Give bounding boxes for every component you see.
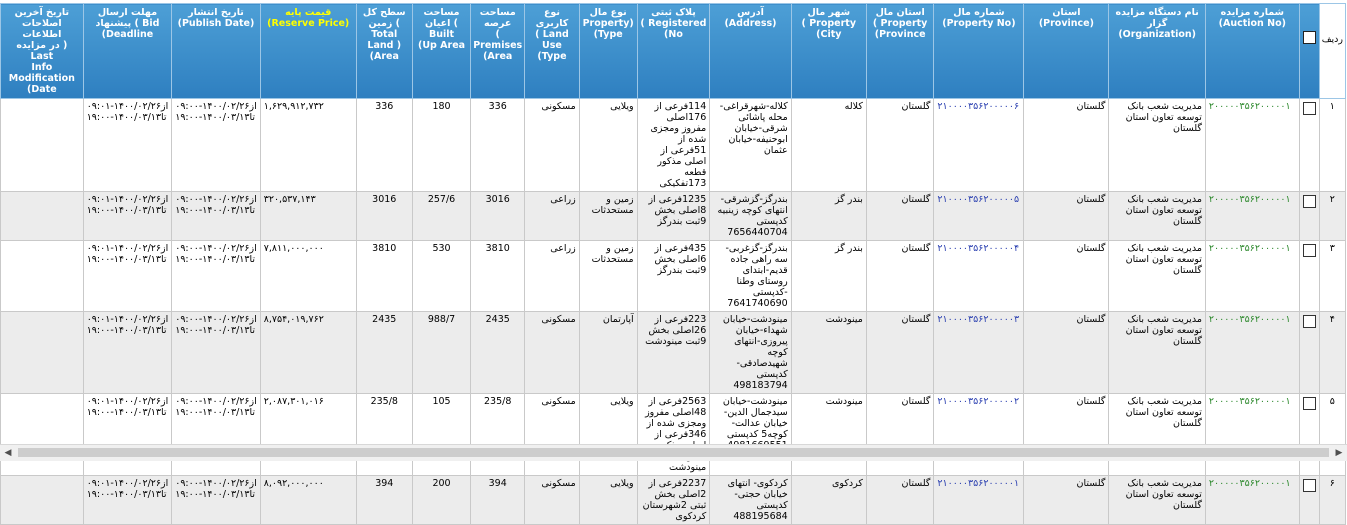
property-province-cell: گلستان — [866, 394, 934, 476]
built-up-area-cell: 105 — [412, 394, 470, 476]
row-select-checkbox[interactable] — [1303, 397, 1316, 410]
address-cell: کردکوی- انتهای خیابان حجتی-کدپستی 488195684 — [710, 476, 791, 525]
header-label-line: در مزایده ) — [16, 40, 68, 51]
row-select-checkbox[interactable] — [1303, 195, 1316, 208]
header-label-line: (Date — [27, 84, 57, 95]
premises-area-cell: 336 — [471, 99, 525, 192]
property-province-cell: گلستان — [866, 312, 934, 394]
property-type-cell: ویلایی — [579, 99, 637, 192]
row-select-checkbox[interactable] — [1303, 315, 1316, 328]
header-bid-deadline[interactable] — [83, 4, 172, 99]
row-checkbox[interactable] — [1299, 312, 1319, 394]
scroll-right-arrow-icon[interactable]: ▶ — [1335, 448, 1343, 458]
premises-area-cell: 3810 — [471, 241, 525, 312]
organization-cell: مدیریت شعب بانک توسعه تعاون استان گلستان — [1109, 192, 1205, 241]
header-label-line: ( Registered — [640, 18, 707, 29]
bid-deadline-cell: از۱۴۰۰/۰۲/۲۶-۰۹:۰۱ تا۱۴۰۰/۰۳/۱۳-۱۹:۰۰ — [83, 241, 172, 312]
last-modification-cell — [1, 312, 84, 394]
property-province-cell: گلستان — [866, 99, 934, 192]
table-row[interactable] — [1, 394, 1346, 476]
header-auction-no[interactable] — [1205, 4, 1299, 99]
property-type-cell: زمین و مستحدثات — [579, 192, 637, 241]
header-label-line: (Publish Date) — [177, 18, 255, 29]
header-label-line: نوع مال — [589, 7, 627, 18]
row-number: ۴ — [1319, 312, 1345, 394]
province-cell: گلستان — [1024, 192, 1109, 241]
table-row[interactable] — [1, 192, 1346, 241]
property-type-cell: ویلایی — [579, 476, 637, 525]
auction-no-link[interactable]: ۲۰۰۰۰۰۳۵۶۲۰۰۰۰۰۱ — [1205, 476, 1299, 525]
table-row[interactable] — [1, 99, 1346, 192]
header-label-line: اصلاحات اطلاعات — [22, 18, 62, 40]
auction-no-link[interactable]: ۲۰۰۰۰۰۳۵۶۲۰۰۰۰۰۱ — [1205, 192, 1299, 241]
row-select-checkbox[interactable] — [1303, 244, 1316, 257]
row-number: ۳ — [1319, 241, 1345, 312]
registered-no-cell: 435فرعی از 6اصلی بخش 9ثبت بندرگز — [637, 241, 710, 312]
organization-cell: مدیریت شعب بانک توسعه تعاون استان گلستان — [1109, 476, 1205, 525]
province-cell: گلستان — [1024, 476, 1109, 525]
property-no-link[interactable]: ۲۱۰۰۰۰۳۵۶۲۰۰۰۰۰۵ — [934, 192, 1024, 241]
header-select-all[interactable] — [1299, 4, 1319, 99]
bid-deadline-cell: از۱۴۰۰/۰۲/۲۶-۰۹:۰۱ تا۱۴۰۰/۰۳/۱۳-۱۹:۰۰ — [83, 192, 172, 241]
address-cell: بندرگز-گزغربی-سه راهی جاده قدیم-ابتدای روستای وطنا -کدپستی 7641740690 — [710, 241, 791, 312]
built-up-area-cell: 988/7 — [412, 312, 470, 394]
registered-no-cell: 2237فرعی از 2اصلی بخش ثبتی 2شهرستان کردکوی — [637, 476, 710, 525]
header-label-line: استان — [1052, 7, 1081, 18]
header-label-line: ( Land Use — [535, 29, 569, 51]
row-select-checkbox[interactable] — [1303, 102, 1316, 115]
header-label-line: شماره مال — [953, 7, 1005, 18]
table-row[interactable] — [1, 312, 1346, 394]
header-label-line: Last — [30, 51, 54, 62]
header-address[interactable] — [710, 4, 791, 99]
header-label-line: ( Property — [801, 18, 857, 29]
auction-no-link[interactable]: ۲۰۰۰۰۰۳۵۶۲۰۰۰۰۰۱ — [1205, 241, 1299, 312]
header-label-line: پیشنهاد ( Bid — [95, 18, 160, 29]
built-up-area-cell: 180 — [412, 99, 470, 192]
header-label-line: شهر مال — [807, 7, 851, 18]
row-select-checkbox[interactable] — [1303, 479, 1316, 492]
auction-no-link[interactable]: ۲۰۰۰۰۰۳۵۶۲۰۰۰۰۰۱ — [1205, 99, 1299, 192]
header-label-line: نوع کاربری — [535, 7, 569, 29]
header-registered-no[interactable] — [637, 4, 710, 99]
header-label-line: عرصه — [484, 18, 512, 29]
header-label-line: قیمت پایه — [285, 7, 332, 18]
province-cell: گلستان — [1024, 394, 1109, 476]
header-label-line: (Province — [874, 29, 926, 40]
property-city-cell: مینودشت — [791, 394, 866, 476]
publish-date-cell: از۱۴۰۰/۰۲/۲۶-۰۹:۰۰ تا۱۴۰۰/۰۳/۱۳-۱۹:۰۰ — [172, 312, 261, 394]
header-label-line: سطح کل — [362, 7, 406, 18]
header-label-line: استان مال — [875, 7, 925, 18]
header-province[interactable] — [1024, 4, 1109, 99]
property-no-link[interactable]: ۲۱۰۰۰۰۳۵۶۲۰۰۰۰۰۱ — [934, 476, 1024, 525]
header-label-line: (City — [816, 29, 842, 40]
header-organization[interactable] — [1109, 4, 1205, 99]
premises-area-cell: 2435 — [471, 312, 525, 394]
total-land-area-cell: 3810 — [356, 241, 412, 312]
premises-area-cell: 394 — [471, 476, 525, 525]
organization-cell: مدیریت شعب بانک توسعه تعاون استان گلستان — [1109, 99, 1205, 192]
property-no-link[interactable]: ۲۱۰۰۰۰۳۵۶۲۰۰۰۰۰۲ — [934, 394, 1024, 476]
land-use-cell: مسکونی — [525, 476, 580, 525]
header-label-line: (Reserve Price) — [267, 18, 350, 29]
scroll-left-arrow-icon[interactable]: ◀ — [4, 448, 12, 458]
premises-area-cell: 235/8 — [471, 394, 525, 476]
registered-no-cell: 223فرعی از 26اصلی بخش 9ثبت مینودشت — [637, 312, 710, 394]
auction-no-link[interactable]: ۲۰۰۰۰۰۳۵۶۲۰۰۰۰۰۱ — [1205, 394, 1299, 476]
header-row — [1, 4, 1346, 99]
header-label-line: (Auction No) — [1218, 18, 1286, 29]
bid-deadline-cell: از۱۴۰۰/۰۲/۲۶-۰۹:۰۱ تا۱۴۰۰/۰۳/۱۳-۱۹:۰۰ — [83, 99, 172, 192]
header-label-line: (Type — [593, 29, 623, 40]
organization-cell: مدیریت شعب بانک توسعه تعاون استان گلستان — [1109, 241, 1205, 312]
publish-date-cell: از۱۴۰۰/۰۲/۲۶-۰۹:۰۰ تا۱۴۰۰/۰۳/۱۳-۱۹:۰۰ — [172, 394, 261, 476]
header-label-line: (Area — [369, 51, 399, 62]
reserve-price-cell: ۱,۶۲۹,۹۱۲,۷۳۲ — [260, 99, 356, 192]
header-premises-area[interactable] — [471, 4, 525, 99]
row-number: ۱ — [1319, 99, 1345, 192]
property-no-link[interactable]: ۲۱۰۰۰۰۳۵۶۲۰۰۰۰۰۳ — [934, 312, 1024, 394]
header-property-province[interactable] — [866, 4, 934, 99]
header-label-line: (Address) — [724, 18, 777, 29]
property-province-cell: گلستان — [866, 192, 934, 241]
header-label-line: اعیان ( Built — [425, 18, 459, 40]
last-modification-cell — [1, 476, 84, 525]
header-label-line: (Organization) — [1118, 29, 1197, 40]
built-up-area-cell: 200 — [412, 476, 470, 525]
header-label-line: (Type — [537, 51, 567, 62]
row-checkbox[interactable] — [1299, 394, 1319, 476]
reserve-price-cell: ۳۲۰,۵۳۷,۱۴۳ — [260, 192, 356, 241]
header-label-line: Modification — [8, 73, 75, 84]
property-type-cell: زمین و مستحدثات — [579, 241, 637, 312]
reserve-price-cell: ۷,۸۱۱,۰۰۰,۰۰۰ — [260, 241, 356, 312]
reserve-price-cell: ۸,۰۹۲,۰۰۰,۰۰۰ — [260, 476, 356, 525]
row-number: ۲ — [1319, 192, 1345, 241]
address-cell: بندرگز-گزشرقی-انتهای کوچه زینبیه کدپستی 7656440704 — [710, 192, 791, 241]
publish-date-cell: از۱۴۰۰/۰۲/۲۶-۰۹:۰۰ تا۱۴۰۰/۰۳/۱۳-۱۹:۰۰ — [172, 192, 261, 241]
last-modification-cell — [1, 99, 84, 192]
header-label-line: (Deadline — [101, 29, 154, 40]
property-province-cell: گلستان — [866, 241, 934, 312]
header-label-line: شماره مزایده — [1220, 7, 1284, 18]
bid-deadline-cell: از۱۴۰۰/۰۲/۲۶-۰۹:۰۱ تا۱۴۰۰/۰۳/۱۳-۱۹:۰۰ — [83, 476, 172, 525]
province-cell: گلستان — [1024, 241, 1109, 312]
land-use-cell: مسکونی — [525, 312, 580, 394]
header-label-line: مهلت ارسال — [97, 7, 158, 18]
header-last-modification[interactable] — [1, 4, 84, 99]
last-modification-cell — [1, 241, 84, 312]
header-built-up-area[interactable] — [412, 4, 470, 99]
address-cell: مینودشت-خیابان سیدجمال الدین-خیابان عدالت-کوچه5 کدپستی — [710, 394, 791, 476]
registered-no-cell: 2563فرعی از 48اصلی مفروز ومجزی شده از 346فرعی از مینودشت — [637, 394, 710, 476]
property-city-cell: بندر گز — [791, 192, 866, 241]
organization-cell: مدیریت شعب بانک توسعه تعاون استان گلستان — [1109, 394, 1205, 476]
header-row-no[interactable]: ردیف — [1319, 4, 1345, 99]
address-cell: مینودشت-خیابان شهداء-خیابان پیروزی-انتهای کوچه شهیدصادقی-کدپستی 498183794 — [710, 312, 791, 394]
header-label-line: تاریخ انتشار — [188, 7, 244, 18]
header-land-use-type[interactable] — [525, 4, 580, 99]
header-label-line: آدرس — [737, 7, 764, 18]
last-modification-cell — [1, 394, 84, 476]
bid-deadline-cell: از۱۴۰۰/۰۲/۲۶-۰۹:۰۱ تا۱۴۰۰/۰۳/۱۳-۱۹:۰۰ — [83, 312, 172, 394]
header-reserve-price[interactable] — [260, 4, 356, 99]
header-property-type[interactable] — [579, 4, 637, 99]
reserve-price-cell: ۸,۷۵۴,۰۱۹,۷۶۲ — [260, 312, 356, 394]
header-property-no[interactable] — [934, 4, 1024, 99]
property-city-cell: بندر گز — [791, 241, 866, 312]
header-publish-date[interactable] — [172, 4, 261, 99]
header-label-line: تاریخ آخرین — [14, 7, 70, 18]
total-land-area-cell: 2435 — [356, 312, 412, 394]
property-city-cell: کردکوی — [791, 476, 866, 525]
organization-cell: مدیریت شعب بانک توسعه تعاون استان گلستان — [1109, 312, 1205, 394]
property-type-cell: ویلایی — [579, 394, 637, 476]
registered-no-cell: 114فرعی از 176اصلی مفروز ومجزی شده از 51فرعی از اصلی مذکور قطعه 173تفکیکی — [637, 99, 710, 192]
property-no-link[interactable]: ۲۱۰۰۰۰۳۵۶۲۰۰۰۰۰۶ — [934, 99, 1024, 192]
row-checkbox[interactable] — [1299, 99, 1319, 192]
header-label-line: (Property No) — [942, 18, 1016, 29]
land-use-cell: زراعی — [525, 192, 580, 241]
row-number: ۵ — [1319, 394, 1345, 476]
table-row[interactable] — [1, 241, 1346, 312]
land-use-cell: مسکونی — [525, 394, 580, 476]
header-label-line: Property) — [582, 18, 634, 29]
last-modification-cell — [1, 192, 84, 241]
total-land-area-cell: 336 — [356, 99, 412, 192]
header-label-line: Land ) — [367, 40, 402, 51]
total-land-area-cell: 235/8 — [356, 394, 412, 476]
header-property-city[interactable] — [791, 4, 866, 99]
header-label-line: (Up Area — [418, 40, 466, 51]
total-land-area-cell: 394 — [356, 476, 412, 525]
table-row[interactable] — [1, 476, 1346, 525]
built-up-area-cell: 257/6 — [412, 192, 470, 241]
property-type-cell: آپارتمان — [579, 312, 637, 394]
row-checkbox[interactable] — [1299, 241, 1319, 312]
property-province-cell: گلستان — [866, 476, 934, 525]
header-label-line: نام دستگاه مزایده گزار — [1115, 7, 1199, 29]
header-label-line: (Area — [483, 51, 513, 62]
horizontal-scrollbar[interactable] — [0, 444, 1347, 461]
reserve-price-cell: ۲,۰۸۷,۳۰۱,۰۱۶ — [260, 394, 356, 476]
row-checkbox[interactable] — [1299, 476, 1319, 525]
property-city-cell: کلاله — [791, 99, 866, 192]
publish-date-cell: از۱۴۰۰/۰۲/۲۶-۰۹:۰۰ تا۱۴۰۰/۰۳/۱۳-۱۹:۰۰ — [172, 476, 261, 525]
header-label-line: مساحت — [479, 7, 516, 18]
header-label-line: (Province) — [1038, 18, 1094, 29]
land-use-cell: مسکونی — [525, 99, 580, 192]
province-cell: گلستان — [1024, 312, 1109, 394]
scrollbar-thumb[interactable] — [18, 448, 1329, 457]
property-no-link[interactable]: ۲۱۰۰۰۰۳۵۶۲۰۰۰۰۰۴ — [934, 241, 1024, 312]
header-label-line: ( Premises — [473, 29, 523, 51]
auction-no-link[interactable]: ۲۰۰۰۰۰۳۵۶۲۰۰۰۰۰۱ — [1205, 312, 1299, 394]
header-label-line: Info — [31, 62, 53, 73]
address-cell: کلاله-شهرقراغی-محله پاشائی شرقی-خیابان ابوحنیفه-خیابان عثمان — [710, 99, 791, 192]
row-checkbox[interactable] — [1299, 192, 1319, 241]
built-up-area-cell: 530 — [412, 241, 470, 312]
header-label-line: مساحت — [423, 7, 460, 18]
header-label-line: ( Property — [872, 18, 928, 29]
registered-no-cell: 1235فرعی از 8اصلی بخش 9ثبت بندرگز — [637, 192, 710, 241]
province-cell: گلستان — [1024, 99, 1109, 192]
header-label-line: زمین ( Total — [368, 18, 400, 40]
total-land-area-cell: 3016 — [356, 192, 412, 241]
header-label-line: پلاک ثبتی — [651, 7, 696, 18]
publish-date-cell: از۱۴۰۰/۰۲/۲۶-۰۹:۰۰ تا۱۴۰۰/۰۳/۱۳-۱۹:۰۰ — [172, 99, 261, 192]
row-number: ۶ — [1319, 476, 1345, 525]
premises-area-cell: 3016 — [471, 192, 525, 241]
select-all-checkbox[interactable] — [1303, 31, 1316, 44]
bid-deadline-cell: از۱۴۰۰/۰۲/۲۶-۰۹:۰۱ تا۱۴۰۰/۰۳/۱۳-۱۹:۰۰ — [83, 394, 172, 476]
header-total-land-area[interactable] — [356, 4, 412, 99]
publish-date-cell: از۱۴۰۰/۰۲/۲۶-۰۹:۰۰ تا۱۴۰۰/۰۳/۱۳-۱۹:۰۰ — [172, 241, 261, 312]
property-city-cell: مینودشت — [791, 312, 866, 394]
header-label-line: (No — [664, 29, 683, 40]
land-use-cell: زراعی — [525, 241, 580, 312]
